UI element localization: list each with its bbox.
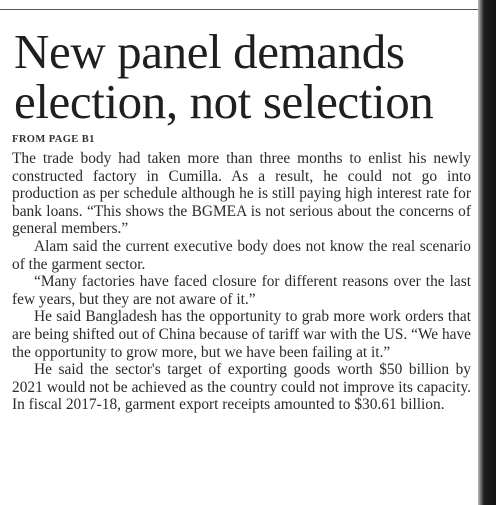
article-body xyxy=(12,150,471,414)
article-paragraph: “Many factories have faced closure for different reasons over the last few years, but they are not aware of it.” xyxy=(12,273,471,308)
headline xyxy=(14,24,484,129)
headline-line-2: election, not selection xyxy=(14,74,434,129)
article-paragraph: Alam said the current executive body does not know the real scenario of the garment sector. xyxy=(12,237,471,273)
headline-line-1: New panel demands xyxy=(14,24,405,79)
article-paragraph: The trade body had taken more than three months to enlist his newly constructed factory in Cumilla. As a result, he could not go into production as per schedule although he is still paying high interest rate for bank loans. “This shows the BGMEA is not serious about the concerns of general members.” xyxy=(12,150,471,238)
page-edge-shadow xyxy=(478,0,496,505)
top-rule-divider xyxy=(0,9,478,10)
article-paragraph: He said the sector's target of exporting goods worth $50 billion by 2021 would not be achieved as the country could not improve its capacity. In fiscal 2017-18, garment export receipts amounted to $30.61 billion. xyxy=(12,361,471,414)
article-paragraph: He said Bangladesh has the opportunity to grab more work orders that are being shifted out of China because of tariff war with the US. “We have the opportunity to grow more, but we have been failing at it.” xyxy=(12,308,471,361)
dateline: FROM PAGE B1 xyxy=(12,134,95,145)
